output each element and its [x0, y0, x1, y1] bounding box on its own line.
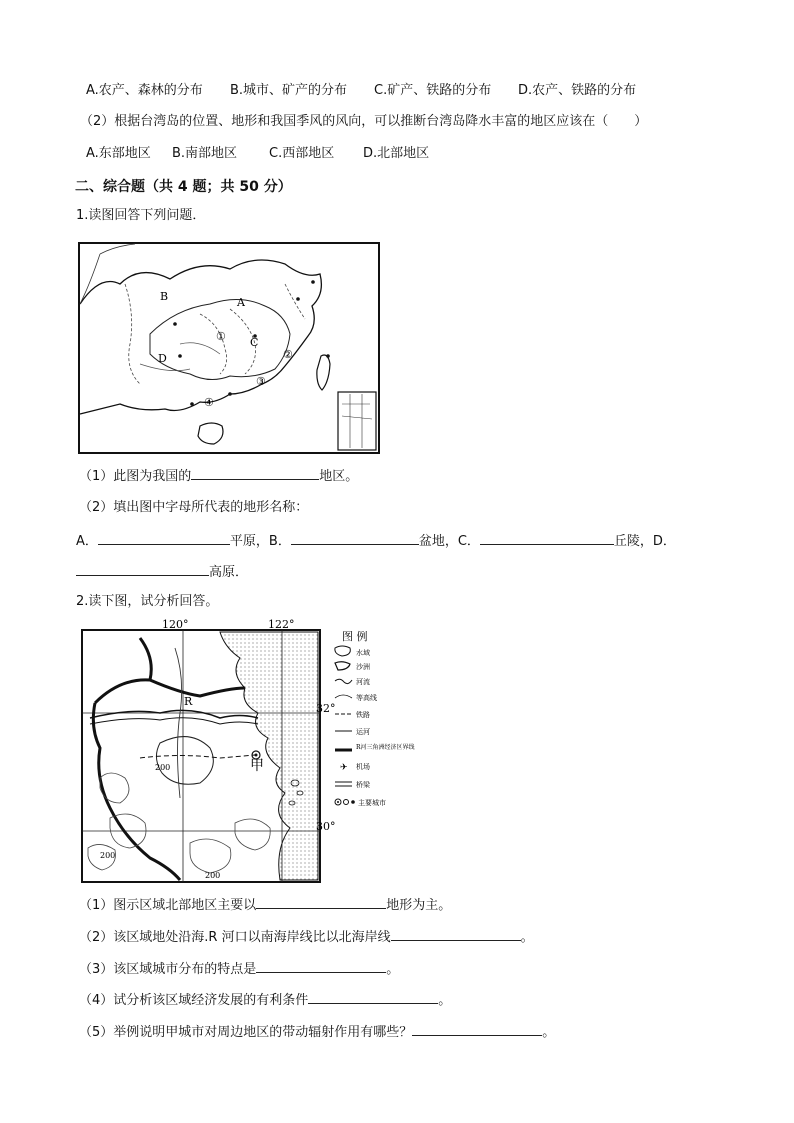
- question-2-text: （2）根据台湾岛的位置、地形和我国季风的风向，可以推断台湾岛降水丰富的地区应该在（ ）: [80, 114, 648, 129]
- label-lon-122: 122°: [268, 618, 295, 631]
- q2-blank-1[interactable]: [256, 895, 386, 909]
- label-contour-3: 200: [205, 871, 221, 880]
- option-c[interactable]: C.西部地区: [269, 146, 335, 161]
- option-d[interactable]: D.农产、铁路的分布: [518, 83, 637, 98]
- label-lat-32: 32°: [316, 702, 336, 715]
- label-lat-30: 30°: [316, 820, 336, 833]
- label-4: ④: [204, 396, 214, 409]
- q2-sub4: （4）试分析该区域经济发展的有利条件 。: [79, 990, 451, 1010]
- q1-blank-1[interactable]: [191, 466, 319, 480]
- q1-blank-c[interactable]: [480, 531, 614, 545]
- legend-item-sandbar: 沙洲: [356, 663, 370, 671]
- q1-stem: 1.读图回答下列问题．: [76, 208, 206, 223]
- q2-stem: 2.读下图，试分析回答。: [76, 594, 219, 609]
- q2-sub1: （1）图示区域北部地区主要以 地形为主。: [79, 895, 451, 915]
- option-a[interactable]: A.东部地区: [86, 146, 151, 161]
- q2-map-container: [80, 618, 415, 886]
- legend-item-water: 水域: [356, 649, 370, 657]
- label-b: B: [160, 290, 169, 303]
- q1-blank-d[interactable]: [76, 562, 209, 576]
- legend-item-canal: 运河: [356, 728, 370, 736]
- q1-blank-a[interactable]: [98, 531, 230, 545]
- option-a[interactable]: A.农产、森林的分布: [86, 83, 203, 98]
- q1-sub1: （1）此图为我国的 地区。: [79, 466, 358, 486]
- section-heading: 二、综合题（共 4 题；共 50 分）: [75, 179, 292, 195]
- legend-item-railway: 铁路: [356, 711, 370, 719]
- option-b[interactable]: B.城市、矿产的分布: [230, 83, 348, 98]
- label-lon-120: 120°: [162, 618, 189, 631]
- label-a: A: [237, 296, 245, 309]
- question-options-row-2: [86, 145, 429, 163]
- q2-blank-5[interactable]: [412, 1022, 542, 1036]
- label-city-jia: 甲: [250, 758, 264, 774]
- q2-sub2: （2）该区域地处沿海.R 河口以南海岸线比以北海岸线 。: [79, 927, 534, 947]
- legend-item-bridge: 桥梁: [356, 781, 370, 789]
- yangtze-delta-map: [80, 618, 415, 886]
- option-c[interactable]: C.矿产、铁路的分布: [374, 83, 492, 98]
- option-d[interactable]: D.北部地区: [363, 146, 430, 161]
- q2-blank-3[interactable]: [256, 959, 386, 973]
- label-c: C: [250, 336, 259, 349]
- label-1: ①: [216, 330, 226, 343]
- label-3: ③: [256, 375, 266, 388]
- legend-item-river: 河流: [356, 678, 370, 686]
- label-2: ②: [283, 348, 293, 361]
- label-river-r: R: [184, 695, 193, 708]
- q1-blank-b[interactable]: [291, 531, 419, 545]
- question-options-row: [86, 82, 636, 100]
- legend-item-airport: 机场: [356, 763, 370, 771]
- q1-fill-line: A． 平原，B． 盆地，C． 丘陵，D．: [76, 531, 676, 551]
- q2-blank-2[interactable]: [391, 927, 521, 941]
- label-d: D: [158, 352, 167, 365]
- legend-item-city: 主要城市: [358, 799, 386, 807]
- legend-title: 图 例: [342, 630, 368, 643]
- q2-blank-4[interactable]: [308, 990, 438, 1004]
- q2-sub5: （5）举例说明甲城市对周边地区的带动辐射作用有哪些？ 。: [79, 1022, 555, 1042]
- legend-item-contour: 等高线: [356, 694, 377, 702]
- airport-icon: ✈: [340, 763, 348, 773]
- southeast-china-map: [80, 244, 378, 452]
- option-b[interactable]: B.南部地区: [172, 146, 238, 161]
- q1-sub2: （2）填出图中字母所代表的地形名称：: [79, 500, 309, 515]
- legend: [335, 646, 415, 807]
- q1-fill-line-2: 高原．: [76, 562, 248, 582]
- q2-sub3: （3）该区域城市分布的特点是 。: [79, 959, 399, 979]
- q1-map: [78, 242, 380, 454]
- label-contour-2: 200: [100, 851, 116, 860]
- label-contour-1: 200: [155, 763, 171, 772]
- legend-item-boundary: R河三角洲经济区界线: [356, 744, 415, 751]
